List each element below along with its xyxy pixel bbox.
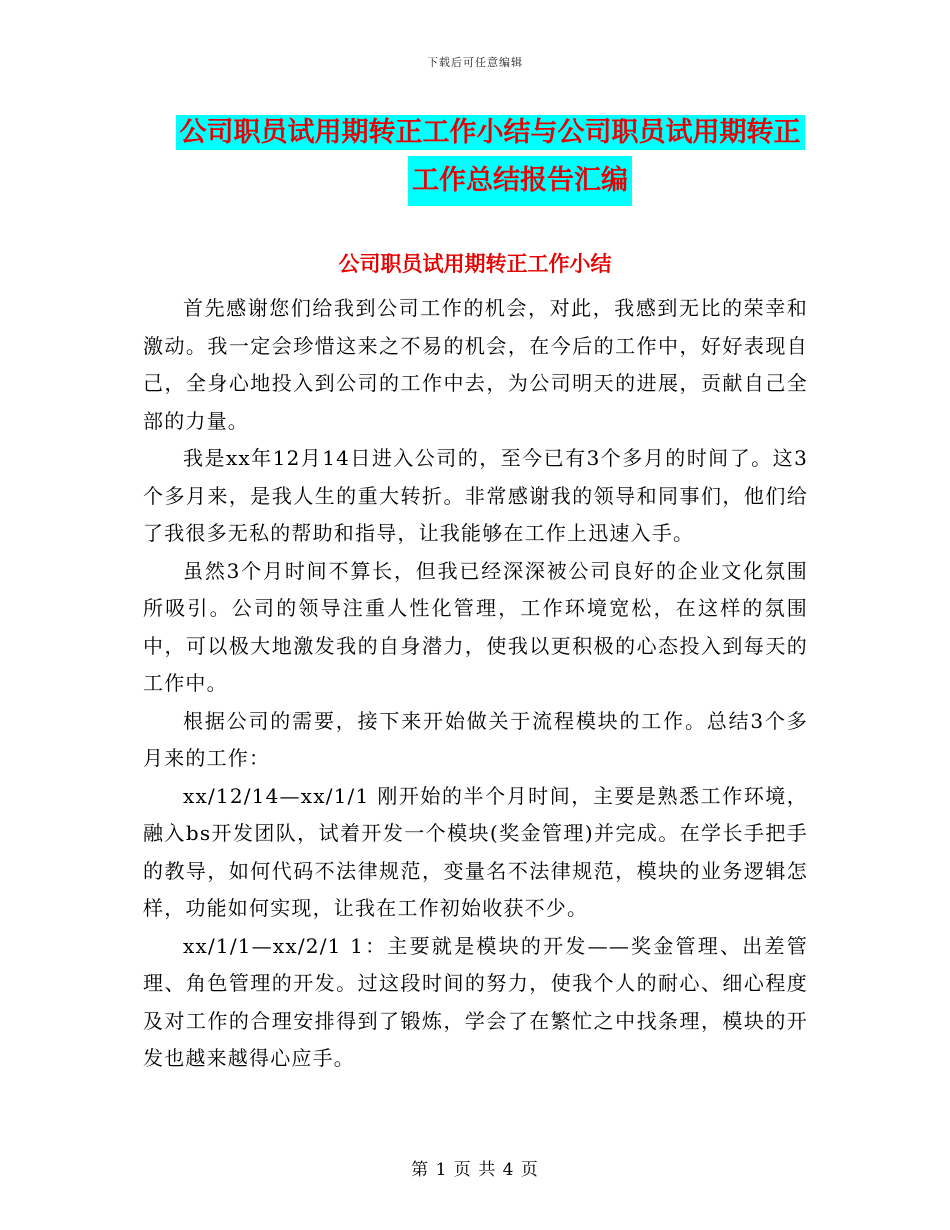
paragraph: 根据公司的需要，接下来开始做关于流程模块的工作。总结3个多月来的工作： bbox=[143, 708, 808, 770]
section-heading: 公司职员试用期转正工作小结 bbox=[338, 252, 612, 276]
paragraph: xx/1/1—xx/2/1 1：主要就是模块的开发——奖金管理、出差管理、角色管理的开发。过这段时间的努力，使我个人的耐心、细心程度及对工作的合理安排得到了锻炼，学会了在繁忙之中找条理，模块的开发也越来越得心应手。 bbox=[143, 933, 808, 1070]
page-header-note: 下载后可任意编辑 bbox=[427, 56, 523, 69]
document-title-line-1: 公司职员试用期转正工作小结与公司职员试用期转正 bbox=[176, 115, 805, 150]
paragraph: 我是xx年12月14日进入公司的，至今已有3个多月的时间了。这3个多月来，是我人生的重大转折。非常感谢我的领导和同事们，他们给了我很多无私的帮助和指导，让我能够在工作上迅速入手。 bbox=[143, 446, 808, 545]
document-body bbox=[143, 290, 808, 1078]
document-title-line-2: 工作总结报告汇编 bbox=[408, 156, 632, 206]
document-title bbox=[140, 110, 840, 206]
page-number: 第 1 页 共 4 页 bbox=[411, 1160, 539, 1180]
paragraph: xx/12/14—xx/1/1 刚开始的半个月时间，主要是熟悉工作环境，融入bs开发团队，试着开发一个模块(奖金管理)并完成。在学长手把手的教导，如何代码不法律规范，变量名不法律规范，模块的业务逻辑怎样，功能如何实现，让我在工作初始收获不少。 bbox=[143, 783, 808, 920]
paragraph: 首先感谢您们给我到公司工作的机会，对此，我感到无比的荣幸和激动。我一定会珍惜这来之不易的机会，在今后的工作中，好好表现自己，全身心地投入到公司的工作中去，为公司明天的进展，贡献自己全部的力量。 bbox=[143, 296, 808, 433]
paragraph: 虽然3个月时间不算长，但我已经深深被公司良好的企业文化氛围所吸引。公司的领导注重人性化管理，工作环境宽松，在这样的氛围中，可以极大地激发我的自身潜力，使我以更积极的心态投入到每天的工作中。 bbox=[143, 558, 808, 695]
